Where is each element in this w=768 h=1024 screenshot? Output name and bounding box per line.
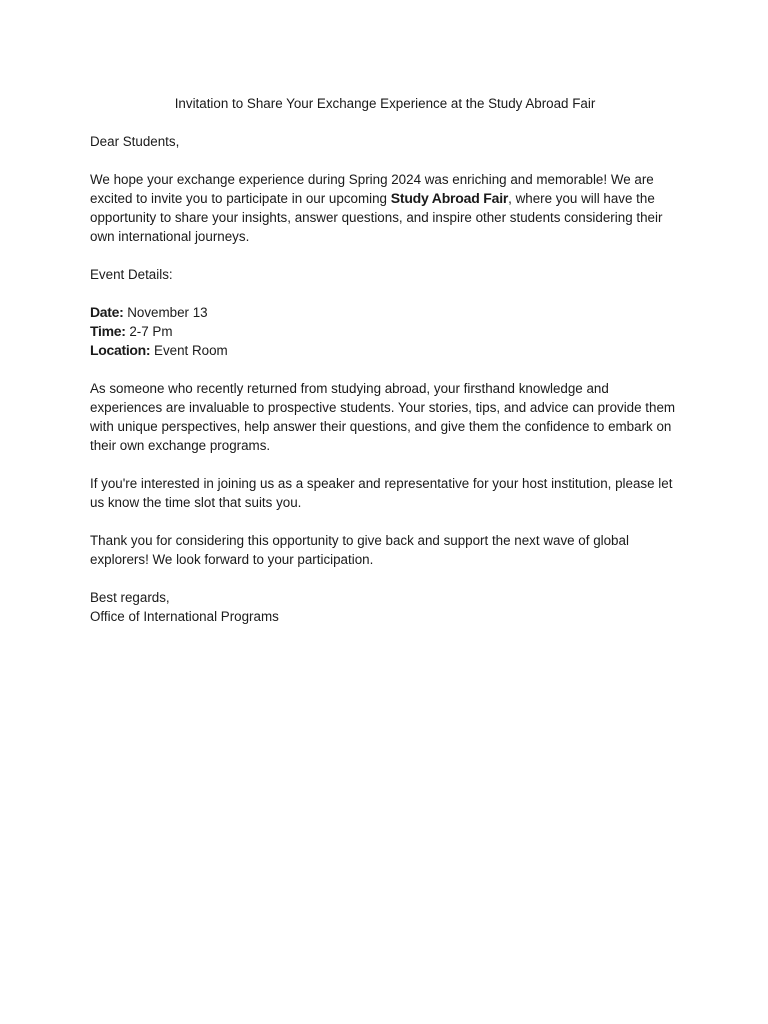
date-label: Date: bbox=[90, 304, 124, 320]
document-page bbox=[90, 94, 680, 645]
event-details bbox=[90, 303, 680, 360]
date-value: November 13 bbox=[123, 305, 208, 320]
detail-time bbox=[90, 322, 680, 341]
intro-text-end: , where you will have the opportunity to share your insights, answer questions, and inspire other students considering their own international journeys. bbox=[90, 191, 663, 244]
signoff bbox=[90, 588, 680, 626]
intro-paragraph bbox=[90, 170, 680, 246]
fair-name-highlight: Study Abroad Fair bbox=[390, 190, 509, 206]
time-value: 2-7 Pm bbox=[125, 324, 173, 339]
location-value: Event Room bbox=[150, 343, 228, 358]
time-label: Time: bbox=[90, 323, 126, 339]
closing: Best regards, bbox=[90, 590, 170, 605]
sender: Office of International Programs bbox=[90, 609, 279, 624]
location-label: Location: bbox=[90, 342, 151, 358]
event-details-heading: Event Details: bbox=[90, 267, 173, 282]
interest-paragraph: If you're interested in joining us as a speaker and representative for your host institution, please let us know the time slot that suits you. bbox=[90, 476, 673, 510]
detail-date bbox=[90, 303, 680, 322]
greeting: Dear Students, bbox=[90, 134, 180, 149]
intro-text-start: We hope your exchange experience during Spring 2024 was enriching and memorable! We are excited to invite you to participate in our upcoming bbox=[90, 172, 654, 206]
document-title: Invitation to Share Your Exchange Experience at the Study Abroad Fair bbox=[174, 96, 596, 111]
value-paragraph: As someone who recently returned from studying abroad, your firsthand knowledge and experiences are invaluable to prospective students. Your stories, tips, and advice can provide them with unique perspectives, help answer their questions, and give them the confidence to embark on their own exchange programs. bbox=[90, 381, 676, 453]
thanks-paragraph: Thank you for considering this opportunity to give back and support the next wave of global explorers! We look forward to your participation. bbox=[90, 533, 629, 567]
detail-location bbox=[90, 341, 680, 360]
